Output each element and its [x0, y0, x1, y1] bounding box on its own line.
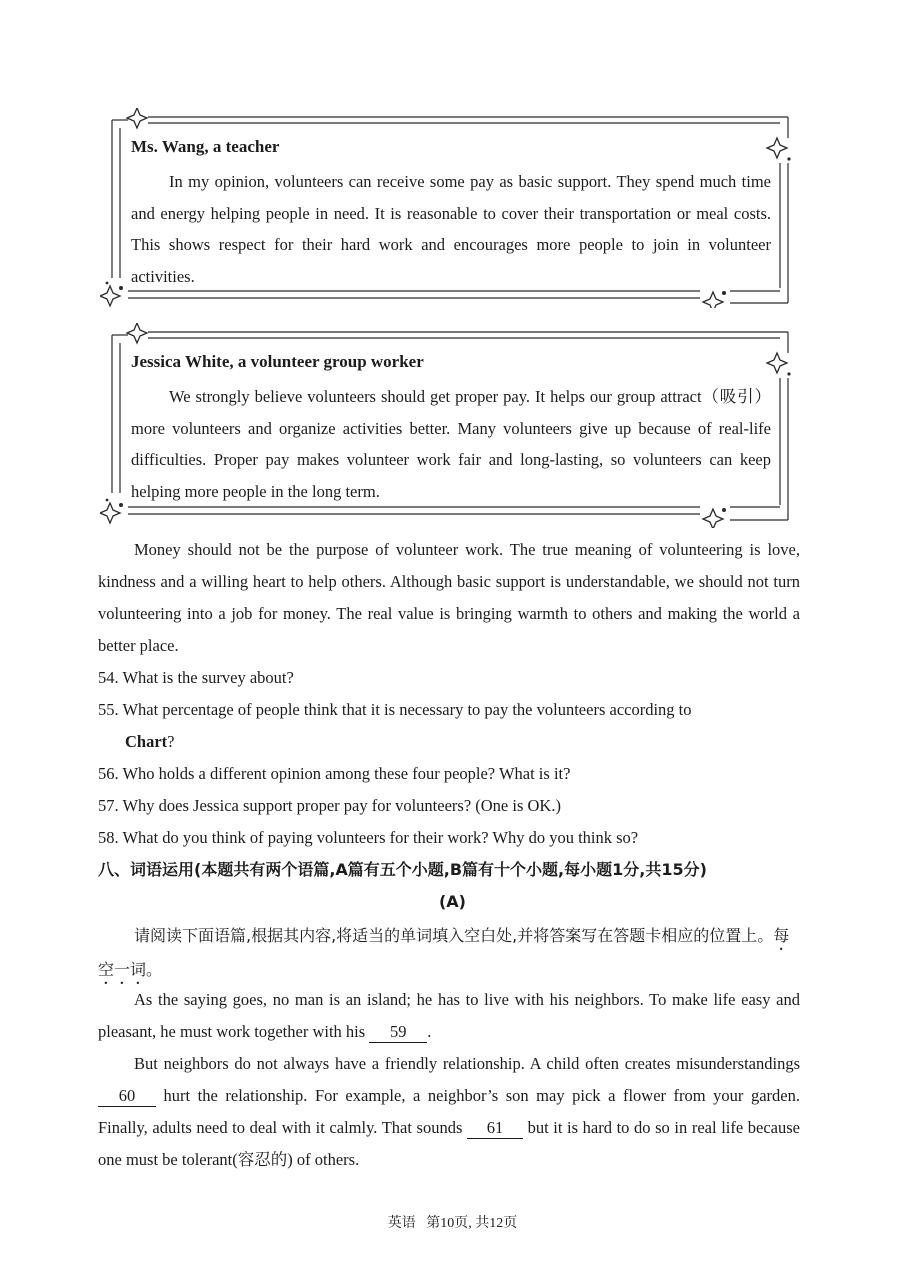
- instruction-emphasis: 每空一词: [98, 926, 790, 979]
- question-56: 56. Who holds a different opinion among these four people? What is it?: [98, 764, 571, 783]
- footer-subject: 英语: [387, 1216, 416, 1231]
- opinion-speaker: Jessica White, a volunteer group worker: [131, 352, 424, 371]
- passage-text: but it is hard to do so in real life because one must be tolerant(容忍的) of others.: [98, 1118, 800, 1169]
- instruction-end: 。: [146, 960, 163, 979]
- opinion-box-jessica-white: [100, 323, 792, 528]
- footer-page-number: 第10页, 共12页: [426, 1216, 518, 1231]
- passage-text: As the saying goes, no man is an island; he has to live with his neighbors. To make life easy and pleasant, he must work together with his: [98, 990, 800, 1041]
- question-55-mark: ?: [167, 732, 175, 751]
- blank-61: 61: [467, 1118, 523, 1139]
- passage-text: .: [427, 1022, 432, 1041]
- section-heading: 八、词语运用(本题共有两个语篇,A篇有五个小题,B篇有十个小题,每小题1分,共15分): [98, 860, 707, 879]
- question-55-chart-ref: Chart: [125, 732, 168, 751]
- question-58: 58. What do you think of paying volunteers for their work? Why do you think so?: [98, 828, 639, 847]
- passage-text: hurt the relationship. For example, a neighbor’s son may pick a flower from your garden. Finally, adults need to deal with it calmly. That sounds: [98, 1086, 800, 1137]
- opinion-box-ms-wang: [100, 108, 792, 308]
- question-57: 57. Why does Jessica support proper pay for volunteers? (One is OK.): [98, 796, 561, 815]
- closing-paragraph: Money should not be the purpose of volunteer work. The true meaning of volunteering is love, kindness and a willing heart to help others. Although basic support is understandable, we should not turn volunteering into a job for money. The real value is bringing warmth to others and making the world a better place.: [98, 540, 800, 655]
- page-footer: [0, 1212, 905, 1232]
- passage-a-paragraph-1: [98, 984, 800, 1048]
- passage-text: But neighbors do not always have a friendly relationship. A child often creates misunderstandings: [134, 1054, 800, 1073]
- opinion-text: In my opinion, volunteers can receive some pay as basic support. They spend much time and energy helping people in need. It is reasonable to cover their transportation or meal costs. This shows respect for their hard work and encourages more people to join in volunteer activities.: [131, 172, 771, 286]
- question-55: [98, 694, 800, 758]
- part-label: (A): [438, 892, 466, 911]
- question-54: 54. What is the survey about?: [98, 668, 294, 687]
- instruction-text: 请阅读下面语篇,根据其内容,将适当的单词填入空白处,并将答案写在答题卡相应的位置上。: [134, 926, 774, 945]
- instruction: [98, 920, 800, 988]
- question-55-text: 55. What percentage of people think that it is necessary to pay the volunteers according to: [98, 700, 692, 719]
- opinion-speaker: Ms. Wang, a teacher: [131, 137, 280, 156]
- blank-59: 59: [369, 1022, 427, 1043]
- passage-a-paragraph-2: [98, 1048, 800, 1176]
- blank-60: 60: [98, 1086, 156, 1107]
- opinion-text: We strongly believe volunteers should get proper pay. It helps our group attract（吸引）more volunteers and organize activities better. Many volunteers give up because of real-life difficulties. Proper pay makes volunteer work fair and long-lasting, so volunteers can keep helping more people in the long term.: [131, 387, 771, 501]
